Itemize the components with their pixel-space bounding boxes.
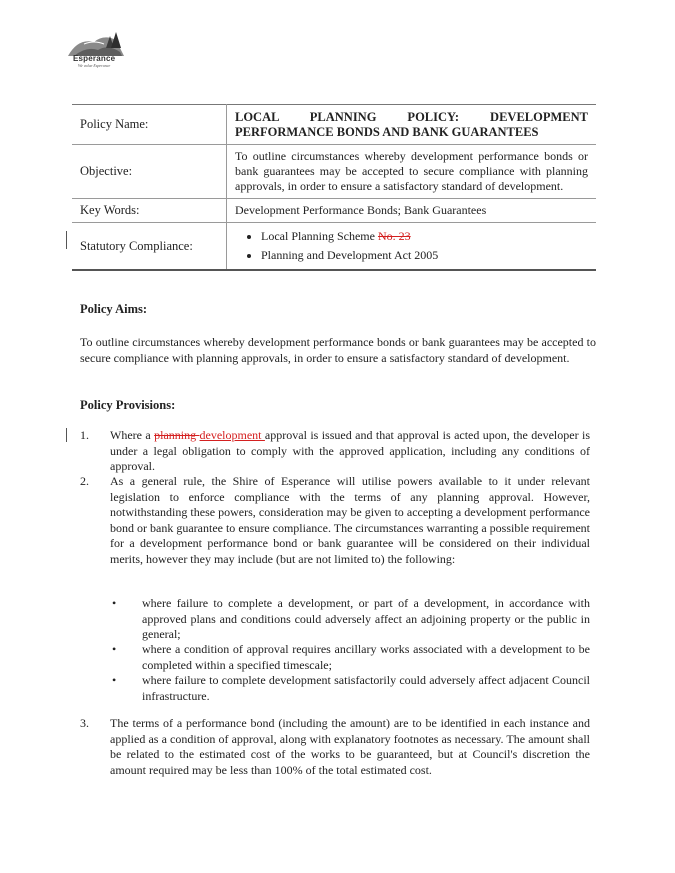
objective-row — [72, 145, 596, 199]
policy-info-table — [72, 104, 596, 271]
policy-name-row — [72, 105, 596, 145]
item-text: The terms of a performance bond (including the amount) are to be identified in each instance and applied as a condition of approval, along with explanatory footnotes as necessary. The amount shall be related to the estimated cost of the works to be guaranteed, but at Council's discretion the amount required may be less than 100% of the total estimated cost. — [110, 716, 590, 777]
item-number: 2. — [80, 474, 89, 488]
bullet-text: where failure to complete development satisfactorily could adversely affect adjacent Council infrastructure. — [142, 673, 590, 703]
item-number: 1. — [80, 428, 89, 442]
provision-item-1 — [80, 428, 590, 475]
list-item — [112, 642, 590, 673]
deleted-text: planning — [154, 428, 200, 442]
deleted-text: No. 23 — [377, 229, 411, 243]
objective-value: To outline circumstances whereby development performance bonds or bank guarantees may be accepted to secure compliance with planning approvals, in order to ensure a satisfactory standard of development. — [227, 145, 597, 199]
compliance-item-1: Local Planning Scheme — [261, 229, 378, 243]
provision-item-3 — [80, 716, 590, 778]
statutory-compliance-value — [227, 223, 597, 271]
bullet-text: where failure to complete a development, or part of a development, in accordance with approved plans and conditions could adversely affect an adjoining property or the public in general; — [142, 596, 590, 641]
logo-tagline: We value Esperance — [78, 63, 111, 68]
list-item — [261, 227, 588, 246]
bullet-icon: • — [112, 642, 117, 656]
policy-aims-text: To outline circumstances whereby development performance bonds or bank guarantees may be accepted to secure compliance with planning approvals, in order to ensure a satisfactory standard of development. — [80, 335, 596, 365]
statutory-compliance-row — [72, 223, 596, 271]
policy-aims-heading: Policy Aims: — [80, 302, 148, 316]
keywords-row — [72, 199, 596, 223]
item-text: As a general rule, the Shire of Esperance will utilise powers available to it under relevant legislation to enforce compliance with the terms of any planning approval. However, notwithstanding these powers, consideration may be given to accepting a development performance bond or bank guarantee to ensure compliance. The circumstances warranting a possible requirement for a development performance bond or bank guarantee will be considered on their individual merits, however they may include (but are not limited to) the following: — [110, 474, 590, 566]
logo-name: Esperance — [73, 54, 116, 63]
objective-label: Objective: — [72, 145, 227, 199]
item-number: 3. — [80, 716, 89, 730]
bullet-icon: • — [112, 673, 117, 687]
compliance-list — [235, 227, 588, 265]
policy-name-value: LOCAL PLANNING POLICY: DEVELOPMENT PERFORMANCE BONDS AND BANK GUARANTEES — [227, 105, 597, 145]
change-bar — [66, 428, 67, 442]
keywords-label: Key Words: — [72, 199, 227, 223]
list-item — [112, 673, 590, 704]
bullet-text: where a condition of approval requires ancillary works associated with a development to be completed within a specified timescale; — [142, 642, 590, 672]
inserted-text: development — [199, 428, 265, 442]
text-run: approval is issued and that approval is acted upon, the developer is under a legal obligation to comply with the approved application, including any conditions of approval. — [110, 428, 590, 473]
list-item: • Planning and Development Act 2005 — [261, 246, 588, 265]
item-text — [110, 428, 590, 475]
list-item — [112, 596, 590, 643]
shire-logo — [64, 30, 132, 76]
statutory-compliance-label: Statutory Compliance: — [72, 223, 227, 271]
text-run: Where a — [110, 428, 155, 442]
change-bar — [66, 231, 67, 249]
bullet-icon: • — [112, 596, 117, 610]
keywords-value: Development Performance Bonds; Bank Guarantees — [227, 199, 597, 223]
policy-provisions-heading: Policy Provisions: — [80, 398, 176, 412]
provision-item-2 — [80, 474, 590, 567]
policy-name-label: Policy Name: — [72, 105, 227, 145]
